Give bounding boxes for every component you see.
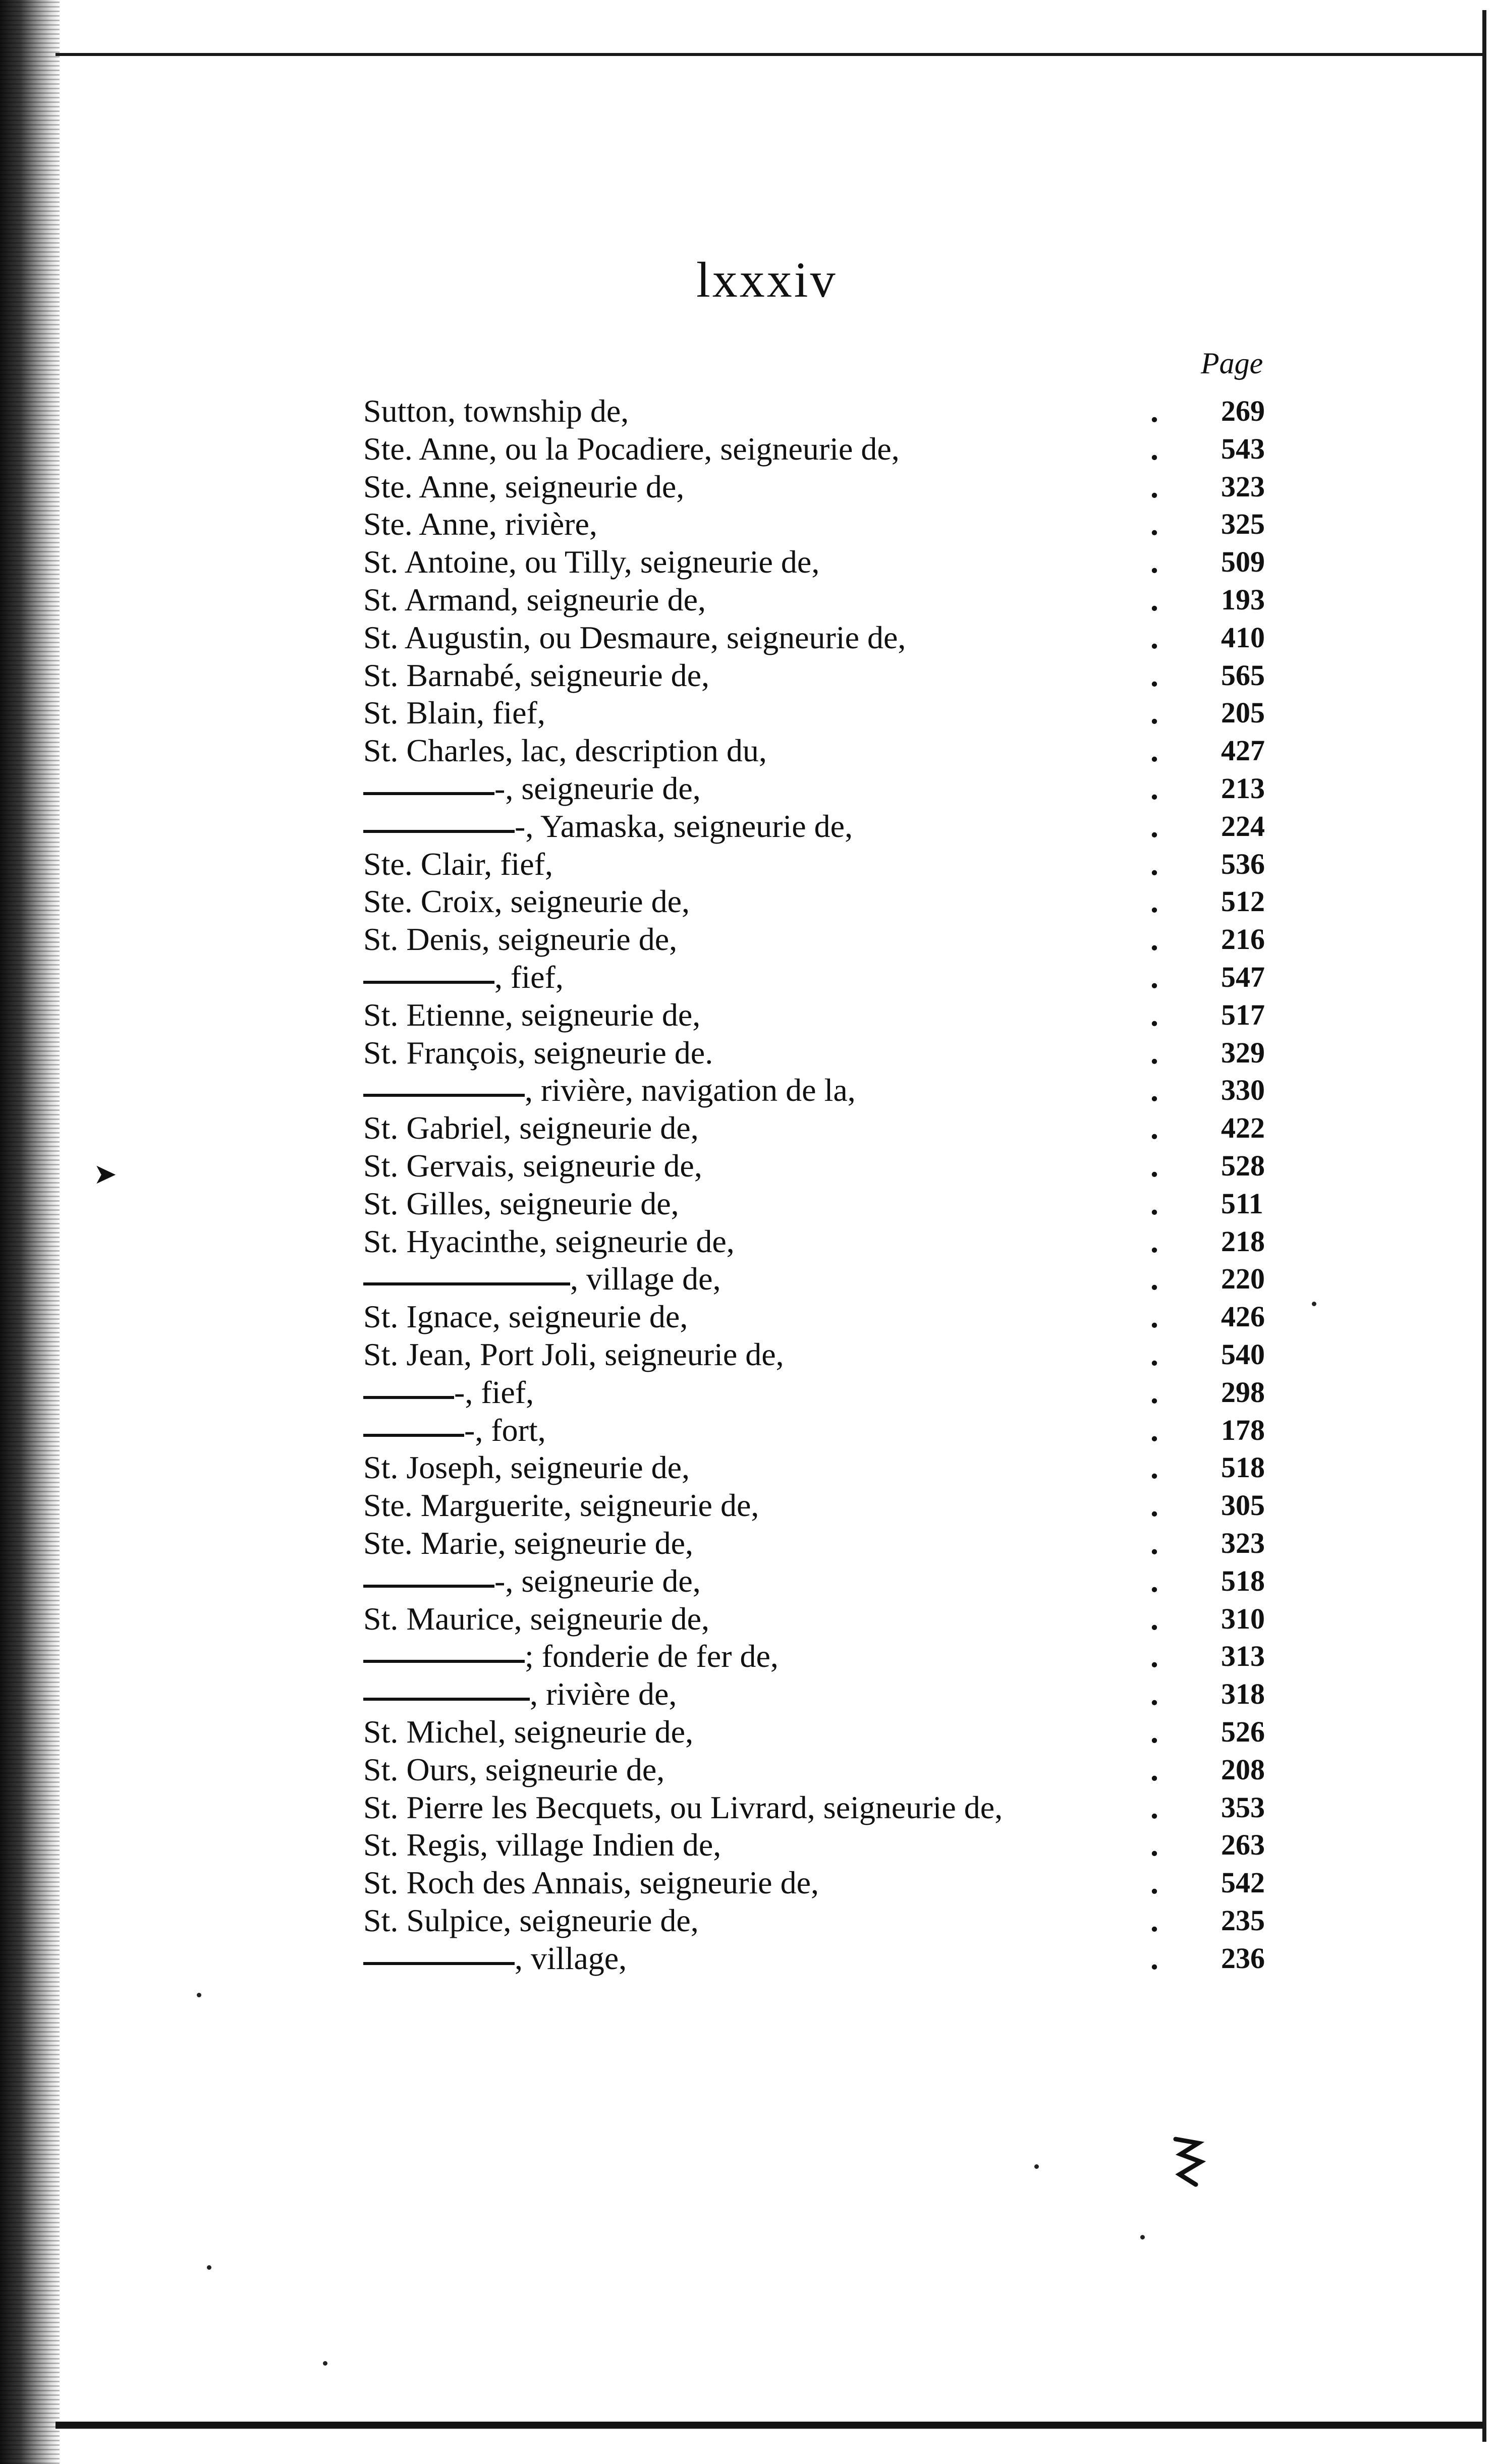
index-entry-text: Ste. Anne, rivière, — [363, 506, 597, 542]
index-entry — [0, 1675, 1499, 1713]
index-entry-text: St. Armand, seigneurie de, — [363, 582, 706, 618]
index-entry-page: 269 — [1221, 395, 1265, 427]
index-entry-text: St. Etienne, seigneurie de, — [363, 996, 701, 1033]
index-entry — [0, 1336, 1499, 1373]
index-entry-text: St. Gervais, seigneurie de, — [363, 1148, 702, 1184]
ditto-dash-rule — [363, 1282, 570, 1285]
index-entry — [0, 1072, 1499, 1109]
index-entry-page: 547 — [1221, 961, 1265, 993]
index-entry — [0, 808, 1499, 845]
leader-dot: . — [1150, 1336, 1158, 1372]
index-entry-text: , fief, — [494, 959, 564, 995]
index-entry-page: 517 — [1221, 998, 1265, 1031]
index-entry-text: St. Pierre les Becquets, ou Livrard, seigneurie de, — [363, 1789, 1003, 1825]
index-entry-page: 208 — [1221, 1753, 1265, 1786]
index-entry-page: 330 — [1221, 1074, 1265, 1107]
index-entry-page: 193 — [1221, 583, 1265, 616]
index-entry-text: Ste. Anne, ou la Pocadiere, seigneurie de, — [363, 430, 900, 467]
index-entry-text: St. Denis, seigneurie de, — [363, 921, 678, 958]
index-entry-text: , village, — [515, 1940, 627, 1976]
index-entry — [0, 1298, 1499, 1335]
index-entry-text: -, fief, — [454, 1374, 534, 1410]
leader-dot: . — [1150, 1827, 1158, 1863]
index-entry-text: St. Sulpice, seigneurie de, — [363, 1902, 699, 1938]
leader-dot: . — [1150, 1940, 1158, 1976]
print-speck — [1140, 2235, 1145, 2239]
index-entry-text: Ste. Marie, seigneurie de, — [363, 1525, 693, 1561]
index-entry — [0, 1864, 1499, 1901]
index-entry-text: , village de, — [570, 1261, 721, 1297]
index-entry-page: 313 — [1221, 1640, 1265, 1673]
index-entry-page: 526 — [1221, 1715, 1265, 1748]
index-entry-page: 518 — [1221, 1564, 1265, 1597]
print-speck — [1034, 2164, 1039, 2169]
index-entry-page: 329 — [1221, 1036, 1265, 1069]
leader-dot: . — [1150, 1223, 1158, 1259]
index-entry — [0, 1147, 1499, 1185]
index-entry-text: Ste. Marguerite, seigneurie de, — [363, 1487, 759, 1524]
leader-dot: . — [1150, 808, 1158, 844]
index-entry — [0, 1638, 1499, 1675]
index-entry-text: St. Gilles, seigneurie de, — [363, 1185, 679, 1221]
leader-dot: . — [1150, 1676, 1158, 1712]
leader-dot: . — [1150, 1751, 1158, 1787]
ditto-dash-rule — [363, 1660, 525, 1663]
index-entry — [0, 1260, 1499, 1298]
index-entry — [0, 581, 1499, 619]
index-entry-text: Ste. Anne, seigneurie de, — [363, 468, 685, 505]
leader-dot: . — [1150, 468, 1158, 505]
index-entry — [0, 430, 1499, 468]
index-entry-text: St. Roch des Annais, seigneurie de, — [363, 1865, 819, 1901]
index-entry — [0, 883, 1499, 920]
index-entry-page: 509 — [1221, 545, 1265, 579]
ornament-mark — [1171, 2134, 1206, 2190]
index-entry-page: 263 — [1221, 1828, 1265, 1862]
page-number: lxxxiv — [696, 252, 838, 308]
index-entry — [0, 770, 1499, 807]
index-entry — [0, 1751, 1499, 1788]
index-entry-page: 410 — [1221, 621, 1265, 654]
index-entry-text: St. Augustin, ou Desmaure, seigneurie de, — [363, 619, 906, 655]
leader-dot: . — [1150, 846, 1158, 882]
index-entry — [0, 1185, 1499, 1222]
ditto-dash-rule — [363, 1094, 525, 1097]
index-entry-page: 536 — [1221, 847, 1265, 880]
index-entry — [0, 1034, 1499, 1072]
index-entry-text: -, fort, — [464, 1412, 546, 1448]
index-entry — [0, 1789, 1499, 1826]
index-entry — [0, 657, 1499, 694]
leader-dot: . — [1150, 695, 1158, 731]
leader-dot: . — [1150, 1525, 1158, 1561]
index-entry — [0, 393, 1499, 430]
print-speck — [207, 2265, 211, 2270]
index-entry — [0, 1562, 1499, 1600]
ditto-dash-rule — [363, 1396, 454, 1399]
leader-dot: . — [1150, 1449, 1158, 1486]
index-entry-text: Ste. Clair, fief, — [363, 846, 553, 882]
index-entry — [0, 1713, 1499, 1751]
index-entry-text: St. Jean, Port Joli, seigneurie de, — [363, 1336, 784, 1372]
index-entry-text: -, seigneurie de, — [494, 770, 701, 806]
ditto-dash-rule — [363, 1698, 530, 1701]
ditto-dash-rule — [363, 830, 515, 833]
index-entry-text: ; fonderie de fer de, — [525, 1638, 779, 1674]
index-entry-page: 218 — [1221, 1224, 1265, 1258]
leader-dot: . — [1150, 1487, 1158, 1524]
index-entry-page: 426 — [1221, 1300, 1265, 1333]
ditto-dash-rule — [363, 981, 494, 984]
leader-dot: . — [1150, 770, 1158, 806]
index-entry-page: 318 — [1221, 1677, 1265, 1711]
ditto-dash-rule — [363, 1962, 515, 1965]
leader-dot: . — [1150, 996, 1158, 1033]
index-entry — [0, 619, 1499, 656]
index-entry-text: St. Charles, lac, description du, — [363, 733, 767, 769]
index-entry-page: 512 — [1221, 885, 1265, 918]
index-entry — [0, 1412, 1499, 1449]
index-entry-text: -, seigneurie de, — [494, 1562, 701, 1599]
index-entry — [0, 846, 1499, 883]
index-entry — [0, 1374, 1499, 1411]
index-entry — [0, 1940, 1499, 1977]
index-entry — [0, 468, 1499, 506]
index-entry-page: 298 — [1221, 1375, 1265, 1409]
page-column-label: Page — [1201, 347, 1263, 380]
index-entry-text: St. Regis, village Indien de, — [363, 1827, 721, 1863]
index-entry-page: 205 — [1221, 696, 1265, 730]
leader-dot: . — [1150, 959, 1158, 995]
index-entry-page: 323 — [1221, 1527, 1265, 1559]
index-entry-page: 511 — [1221, 1187, 1263, 1220]
index-entry-page: 216 — [1221, 923, 1265, 956]
index-entry — [0, 1525, 1499, 1562]
print-speck — [1312, 1302, 1316, 1306]
index-entry-text: St. Ignace, seigneurie de, — [363, 1299, 688, 1335]
leader-dot: . — [1150, 1110, 1158, 1146]
index-entry — [0, 506, 1499, 543]
leader-dot: . — [1150, 1865, 1158, 1901]
leader-dot: . — [1150, 733, 1158, 769]
index-entry-page: 325 — [1221, 508, 1265, 541]
index-entry-page: 353 — [1221, 1790, 1265, 1824]
leader-dot: . — [1150, 1261, 1158, 1297]
leader-dot: . — [1150, 1412, 1158, 1448]
leader-dot: . — [1150, 1789, 1158, 1825]
index-entry — [0, 1600, 1499, 1638]
index-entry-page: 323 — [1221, 470, 1265, 503]
index-entry — [0, 1826, 1499, 1864]
leader-dot: . — [1150, 921, 1158, 958]
leader-dot: . — [1150, 1600, 1158, 1637]
index-entry-page: 542 — [1221, 1866, 1265, 1899]
index-entry — [0, 1109, 1499, 1147]
index-entry-page: 543 — [1221, 432, 1265, 465]
print-speck — [197, 1993, 201, 1997]
leader-dot: . — [1150, 1638, 1158, 1674]
leader-dot: . — [1150, 1714, 1158, 1750]
index-entry — [0, 1223, 1499, 1260]
ditto-dash-rule — [363, 1434, 464, 1437]
index-entry — [0, 1487, 1499, 1524]
leader-dot: . — [1150, 1299, 1158, 1335]
index-entry-text: St. Hyacinthe, seigneurie de, — [363, 1223, 735, 1259]
leader-dot: . — [1150, 1072, 1158, 1108]
margin-mark: ➤ — [93, 1159, 117, 1190]
index-entry-text: St. Joseph, seigneurie de, — [363, 1449, 690, 1486]
leader-dot: . — [1150, 544, 1158, 580]
index-entry — [0, 732, 1499, 769]
index-entry-text: , rivière, navigation de la, — [525, 1072, 856, 1108]
index-entry — [0, 921, 1499, 958]
index-entry-text: , rivière de, — [530, 1676, 677, 1712]
index-entry-page: 220 — [1221, 1262, 1265, 1296]
leader-dot: . — [1150, 506, 1158, 542]
index-entry — [0, 996, 1499, 1034]
index-entry — [0, 1449, 1499, 1486]
index-entry-page: 518 — [1221, 1451, 1265, 1484]
index-entry — [0, 959, 1499, 996]
leader-dot: . — [1150, 883, 1158, 920]
index-entry-text: Ste. Croix, seigneurie de, — [363, 883, 690, 920]
ditto-dash-rule — [363, 1585, 494, 1588]
index-entry-page: 213 — [1221, 772, 1265, 805]
leader-dot: . — [1150, 1374, 1158, 1410]
index-entry-page: 224 — [1221, 809, 1265, 843]
index-entry-text: St. Barnabé, seigneurie de, — [363, 657, 709, 693]
index-entry-text: St. François, seigneurie de. — [363, 1034, 713, 1071]
index-entry-text: Sutton, township de, — [363, 393, 629, 429]
index-entry-text: St. Gabriel, seigneurie de, — [363, 1110, 699, 1146]
index-entry-text: St. Antoine, ou Tilly, seigneurie de, — [363, 544, 820, 580]
index-entry-page: 235 — [1221, 1904, 1265, 1937]
index-entry-text: St. Ours, seigneurie de, — [363, 1751, 665, 1787]
leader-dot: . — [1150, 619, 1158, 655]
leader-dot: . — [1150, 1185, 1158, 1221]
print-speck — [323, 2361, 327, 2366]
index-entry — [0, 543, 1499, 581]
index-entry-text: St. Michel, seigneurie de, — [363, 1714, 694, 1750]
leader-dot: . — [1150, 1562, 1158, 1599]
ditto-dash-rule — [363, 792, 494, 795]
index-entry-text: -, Yamaska, seigneurie de, — [515, 808, 853, 844]
index-entry-text: St. Maurice, seigneurie de, — [363, 1600, 709, 1637]
index-entry-text: St. Blain, fief, — [363, 695, 545, 731]
index-entry-page: 540 — [1221, 1338, 1265, 1371]
index-entry — [0, 1902, 1499, 1939]
index-entry-page: 305 — [1221, 1489, 1265, 1522]
index-entry — [0, 694, 1499, 732]
leader-dot: . — [1150, 393, 1158, 429]
index-entry-page: 236 — [1221, 1941, 1265, 1975]
index-entry-page: 310 — [1221, 1602, 1265, 1635]
leader-dot: . — [1150, 1034, 1158, 1071]
index-entry-page: 528 — [1221, 1149, 1265, 1182]
leader-dot: . — [1150, 430, 1158, 467]
leader-dot: . — [1150, 1148, 1158, 1184]
index-entry-page: 427 — [1221, 734, 1265, 767]
index-entry-page: 422 — [1221, 1111, 1265, 1145]
leader-dot: . — [1150, 582, 1158, 618]
leader-dot: . — [1150, 1902, 1158, 1938]
index-entry-page: 565 — [1221, 658, 1265, 692]
index-entry-page: 178 — [1221, 1413, 1265, 1446]
leader-dot: . — [1150, 657, 1158, 693]
